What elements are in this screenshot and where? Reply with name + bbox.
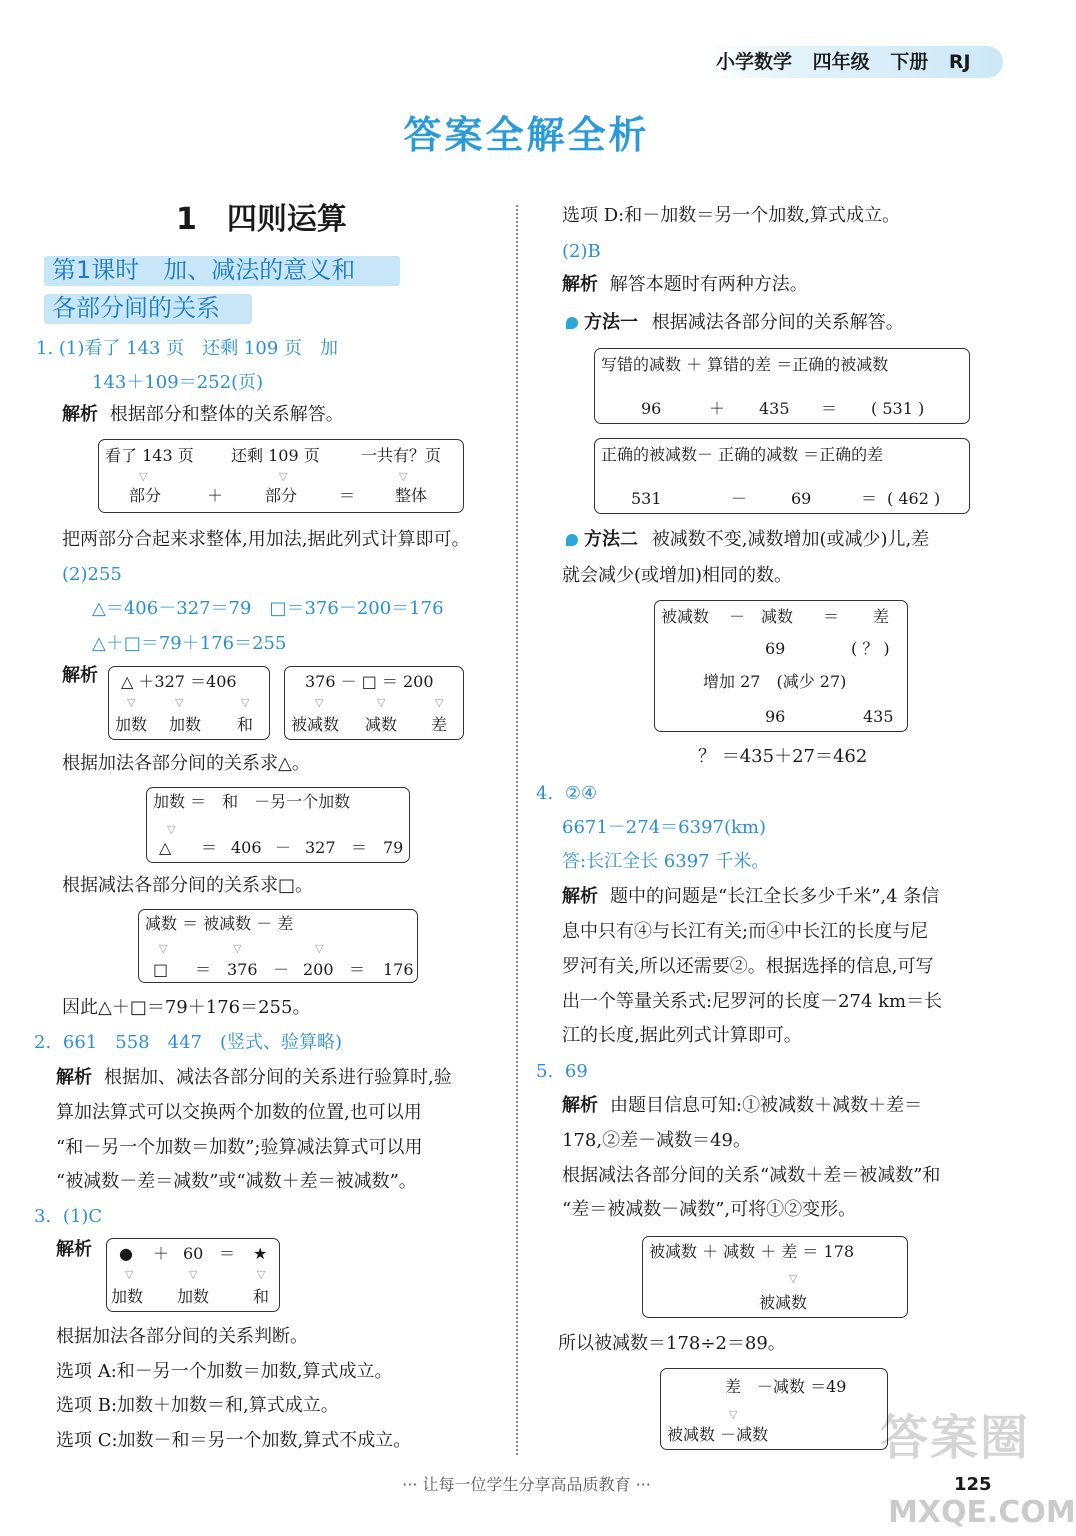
- box9-r2-a: 69: [765, 639, 786, 658]
- box6-top-e: ★: [253, 1244, 268, 1263]
- box7-bot-e: ( 531 ): [871, 399, 925, 418]
- diagram-method1-a: [594, 348, 970, 424]
- box1-bot-op2: ＝: [339, 486, 356, 505]
- q5-equation: 所以被减数＝178÷2＝89。: [558, 1333, 786, 1354]
- arrow-down-icon: ▽: [315, 696, 324, 709]
- page-title: 答案全解全析: [403, 113, 650, 157]
- q2-line-4: “被减数－差＝减数”或“减数＋差＝被减数”。: [56, 1171, 417, 1192]
- box8-bot-a: 531: [631, 489, 662, 508]
- lesson-title-line2: 各部分间的关系: [52, 294, 220, 322]
- box7-bot-c: 435: [759, 399, 790, 418]
- q4-answer: ②④: [564, 783, 598, 804]
- box6-top-c: 60: [183, 1244, 204, 1263]
- box1-top-c: 一共有？页: [361, 446, 442, 465]
- box6-bot-b: 加数: [177, 1287, 210, 1306]
- arrow-down-icon: ▽: [435, 696, 444, 709]
- box9-r1-e: 差: [873, 607, 890, 626]
- watermark-url: MXQE.COM: [888, 1495, 1076, 1530]
- diagram-q3-addition: [106, 1238, 280, 1312]
- box7-bot-a: 96: [641, 399, 662, 418]
- q2-line-1: 根据加、减法各部分间的关系进行验算时,验: [104, 1067, 452, 1088]
- box2-top: △ ＋327 ＝406: [121, 672, 237, 691]
- box4-bot-a: △: [159, 838, 172, 857]
- diagram-method2: [654, 600, 908, 732]
- q3-part2-explain-label: 解析: [562, 274, 598, 295]
- diagram-part-whole: [98, 439, 464, 513]
- box9-r1-a: 被减数: [661, 607, 710, 626]
- box5-bot-f: ＝: [349, 960, 366, 979]
- box4-top: 加数 ＝ 和 －另一个加数: [153, 792, 351, 811]
- q4-line-1: 题中的问题是“长江全长多少千米”,4 条信: [610, 886, 940, 907]
- q5-line-2: 178,②差－减数＝49。: [562, 1130, 751, 1151]
- box2-bot-b: 加数: [169, 715, 202, 734]
- box1-bot-c: 整体: [395, 486, 428, 505]
- arrow-down-icon: ▽: [399, 470, 408, 483]
- q1-conclusion: 因此△＋□＝79＋176＝255。: [62, 997, 311, 1018]
- q2-explain-label: 解析: [56, 1067, 92, 1088]
- box5-bot-a: □: [153, 960, 169, 979]
- q3-option-d: 选项 D:和－加数＝另一个加数,算式成立。: [562, 205, 900, 226]
- box6-bot-a: 加数: [111, 1287, 144, 1306]
- box9-r4-b: 435: [863, 707, 894, 726]
- arrow-down-icon: ▽: [315, 942, 324, 955]
- box4-bot-b: ＝: [201, 838, 218, 857]
- q3-part2-answer: (2)B: [562, 241, 601, 262]
- q5-explain-label: 解析: [562, 1095, 598, 1116]
- diagram-q5-sum: [642, 1236, 908, 1318]
- box8-bot-b: －: [731, 489, 748, 508]
- q2-answer: 661 558 447 (竖式、验算略): [62, 1032, 343, 1053]
- footer-slogan: ··· 让每一位学生分享高品质教育 ···: [402, 1475, 651, 1494]
- q2-line-2: 算加法算式可以交换两个加数的位置,也可以用: [56, 1102, 422, 1123]
- q1-part1-note: 把两部分合起来求整体,用加法,据此列式计算即可。: [62, 529, 470, 550]
- box6-top-b: ＋: [153, 1244, 170, 1263]
- method2-equation: ？ ＝435＋27＝462: [698, 746, 868, 767]
- q4-line-5: 江的长度,据此列式计算即可。: [562, 1025, 802, 1046]
- q5-answer: 69: [564, 1061, 588, 1082]
- box7-bot-d: ＝: [821, 399, 838, 418]
- q1-part2-answer: (2)255: [62, 564, 122, 585]
- box9-r4-a: 96: [765, 707, 786, 726]
- box4-bot-g: 79: [383, 838, 404, 857]
- q5-line-4: “差＝被减数－减数”,可将①②变形。: [562, 1199, 857, 1220]
- note-square: 根据减法各部分间的关系求□。: [62, 875, 314, 896]
- box5-bot-d: －: [273, 960, 290, 979]
- box9-r2-b: ( ？ ): [851, 639, 890, 658]
- box5-top: 减数 ＝ 被减数 － 差: [145, 914, 294, 933]
- header-edition: RJ: [948, 51, 971, 73]
- q4-line-2: 息中只有④与长江有关;而④中长江的长度与尼: [562, 921, 929, 942]
- arrow-down-icon: ▽: [167, 823, 176, 836]
- box2-bot-a: 加数: [115, 715, 148, 734]
- box9-r1-b: －: [729, 607, 746, 626]
- q4-explain-label: 解析: [562, 886, 598, 907]
- box5-bot-g: 176: [383, 960, 414, 979]
- box6-bot-c: 和: [253, 1287, 270, 1306]
- box7-bot-b: ＋: [709, 399, 726, 418]
- box1-bot-b: 部分: [265, 486, 298, 505]
- box4-bot-f: ＝: [351, 838, 368, 857]
- diagram-method1-b: [594, 438, 970, 514]
- q4-line-3: 罗河有关,所以还需要②。根据选择的信息,可写: [562, 956, 934, 977]
- arrow-down-icon: ▽: [139, 470, 148, 483]
- q3-line-2: 选项 A:和－另一个加数＝加数,算式成立。: [56, 1361, 393, 1382]
- q1-part2-explain-label: 解析: [62, 665, 98, 686]
- arrow-down-icon: ▽: [125, 1268, 134, 1281]
- chapter-title: 1 四则运算: [176, 202, 347, 237]
- q4-line-4: 出一个等量关系式:尼罗河的长度－274 km＝长: [562, 991, 943, 1012]
- q1-part1-explain-text: 根据部分和整体的关系解答。: [109, 404, 344, 425]
- arrow-down-icon: ▽: [189, 1268, 198, 1281]
- q4-equation: 6671－274＝6397(km): [562, 817, 766, 838]
- diagram-find-square: [138, 909, 418, 983]
- box2-bot-c: 和: [237, 715, 254, 734]
- diagram-addition-triangle: [108, 666, 270, 740]
- box10-bot: 被减数: [759, 1293, 808, 1312]
- arrow-down-icon: ▽: [257, 1268, 266, 1281]
- arrow-down-icon: ▽: [175, 696, 184, 709]
- box5-bot-c: 376: [227, 960, 258, 979]
- box6-top-a: ●: [119, 1244, 133, 1263]
- box9-r1-d: ＝: [823, 607, 840, 626]
- q5-number: 5.: [536, 1061, 554, 1082]
- q1-part2-eq1: △＝406－327＝79 □＝376－200＝176: [92, 598, 444, 619]
- column-divider: [516, 205, 518, 1455]
- box8-bot-e: ( 462 ): [887, 489, 941, 508]
- header-grade: 四年级: [812, 51, 870, 73]
- q3-answer: (1)C: [62, 1206, 103, 1227]
- arrow-down-icon: ▽: [789, 1272, 798, 1285]
- page-number: 125: [954, 1474, 992, 1495]
- method2-label: 方法二: [584, 529, 638, 550]
- diagram-q5-difference: [660, 1368, 888, 1450]
- arrow-down-icon: ▽: [233, 942, 242, 955]
- q3-line-4: 选项 C:加数－和＝另一个加数,算式不成立。: [56, 1430, 412, 1451]
- box11-bot: 被减数 －减数: [667, 1425, 769, 1444]
- note-triangle: 根据加法各部分间的关系求△。: [62, 753, 310, 774]
- diagram-subtraction-square: [284, 666, 464, 740]
- method2-text-2: 就会减少(或增加)相同的数。: [562, 565, 793, 586]
- q3-part2-explain-text: 解答本题时有两种方法。: [609, 274, 808, 295]
- box5-bot-e: 200: [303, 960, 334, 979]
- box4-bot-d: －: [275, 838, 292, 857]
- method1-text: 根据减法各部分间的关系解答。: [651, 312, 904, 333]
- watermark-logo: 答案圈: [880, 1410, 1031, 1466]
- header-volume: 下册: [890, 51, 929, 73]
- q3-number: 3.: [34, 1206, 52, 1227]
- q2-number: 2.: [34, 1032, 52, 1053]
- diagram-find-triangle: [146, 787, 410, 863]
- box6-top-d: ＝: [219, 1244, 236, 1263]
- arrow-down-icon: ▽: [377, 696, 386, 709]
- box5-bot-b: ＝: [195, 960, 212, 979]
- box8-bot-d: ＝: [861, 489, 878, 508]
- box7-top: 写错的减数 ＋ 算错的差 ＝正确的被减数: [601, 355, 889, 374]
- method-pin-icon: [566, 317, 578, 329]
- box8-bot-c: 69: [791, 489, 812, 508]
- box3-bot-c: 差: [431, 715, 448, 734]
- q3-line-3: 选项 B:加数＋加数＝和,算式成立。: [56, 1395, 339, 1416]
- arrow-down-icon: ▽: [159, 942, 168, 955]
- box3-top: 376 － □ ＝ 200: [305, 672, 434, 691]
- q1-part1-explain-label: 解析: [62, 404, 98, 425]
- box4-bot-c: 406: [231, 838, 262, 857]
- box1-top-a: 看了 143 页: [105, 446, 194, 465]
- box10-top: 被减数 ＋ 减数 ＋ 差 ＝ 178: [649, 1242, 855, 1261]
- box4-bot-e: 327: [305, 838, 336, 857]
- box9-r3: 增加 27 (减少 27): [703, 672, 847, 691]
- q1-part2-eq2: △＋□＝79＋176＝255: [92, 633, 287, 654]
- method2-text-1: 被减数不变,减数增加(或减少)儿,差: [651, 529, 930, 550]
- box11-top: 差 －减数 ＝49: [725, 1377, 847, 1396]
- q5-line-1: 由题目信息可知:①被减数＋减数＋差＝: [610, 1095, 923, 1116]
- q2-line-3: “和－另一个加数＝加数”;验算减法算式可以用: [56, 1137, 423, 1158]
- q5-line-3: 根据减法各部分间的关系“减数＋差＝被减数”和: [562, 1165, 941, 1186]
- q3-explain-label: 解析: [56, 1239, 92, 1260]
- q4-number: 4.: [536, 783, 554, 804]
- arrow-down-icon: ▽: [279, 470, 288, 483]
- box3-bot-a: 被减数: [291, 715, 340, 734]
- arrow-down-icon: ▽: [729, 1408, 738, 1421]
- method-pin-icon: [566, 534, 578, 546]
- box1-bot-op1: ＋: [207, 486, 224, 505]
- header-subject: 小学数学: [716, 51, 793, 73]
- q3-line-1: 根据加法各部分间的关系判断。: [56, 1326, 308, 1347]
- q1-part1-answer: 1. (1)看了 143 页 还剩 109 页 加: [36, 338, 338, 359]
- q4-reply: 答:长江全长 6397 千米。: [562, 851, 770, 872]
- box8-top: 正确的被减数－ 正确的减数 ＝正确的差: [601, 445, 884, 464]
- arrow-down-icon: ▽: [241, 696, 250, 709]
- method1-label: 方法一: [584, 312, 638, 333]
- arrow-down-icon: ▽: [127, 696, 136, 709]
- box9-r1-c: 减数: [761, 607, 794, 626]
- box1-top-b: 还剩 109 页: [231, 446, 320, 465]
- box3-bot-b: 减数: [365, 715, 398, 734]
- lesson-title-line1: 第1课时 加、减法的意义和: [52, 256, 356, 284]
- box1-bot-a: 部分: [129, 486, 162, 505]
- q1-part1-equation: 143＋109＝252(页): [92, 372, 264, 393]
